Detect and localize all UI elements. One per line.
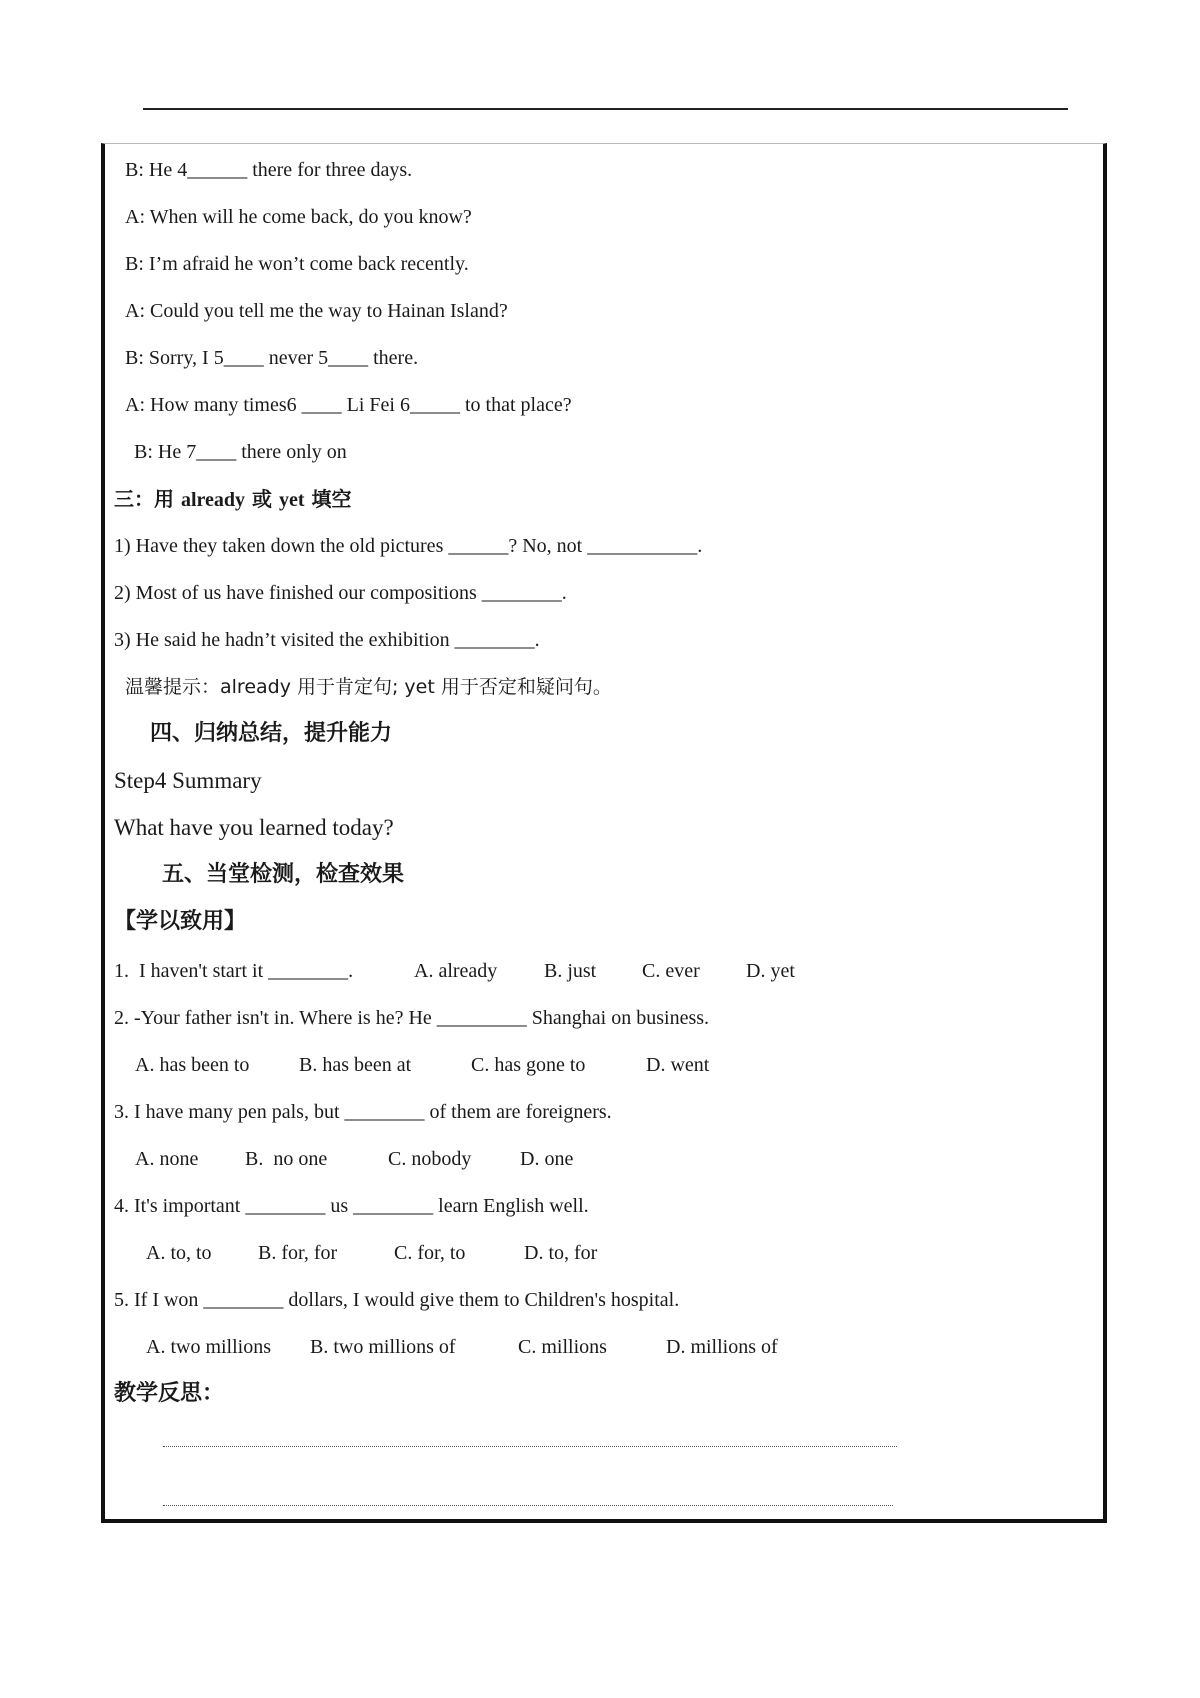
- section4-title: 四、归纳总结，提升能力: [150, 721, 393, 746]
- reflection-line: [163, 1446, 897, 1447]
- section3-title-word2: yet: [278, 489, 305, 511]
- section3-title: [114, 486, 352, 513]
- quiz-option: C. ever: [642, 960, 700, 982]
- exercise-item: 3) He said he hadn’t visited the exhibition ________.: [114, 629, 540, 651]
- quiz-option: B. has been at: [299, 1054, 412, 1076]
- quiz-stem: 1. I haven't start it ________.: [114, 960, 354, 982]
- section3-title-mid: 或: [245, 487, 279, 511]
- header-rule: [143, 108, 1068, 110]
- quiz-stem: 5. If I won ________ dollars, I would give them to Children's hospital.: [114, 1289, 680, 1311]
- quiz-option: D. millions of: [666, 1336, 778, 1358]
- reflection-line: [163, 1505, 893, 1506]
- quiz-option: C. for, to: [394, 1242, 466, 1264]
- quiz-option: B. just: [544, 960, 597, 982]
- summary-question: What have you learned today?: [114, 815, 394, 840]
- dialogue-line: B: Sorry, I 5____ never 5____ there.: [125, 347, 419, 369]
- dialogue-line: B: I’m afraid he won’t come back recently.: [125, 253, 469, 275]
- quiz-option: D. yet: [746, 960, 795, 982]
- dialogue-line: B: He 7____ there only on: [134, 441, 347, 463]
- section5-subtitle: 【学以致用】: [114, 909, 247, 934]
- quiz-option: B. for, for: [258, 1242, 338, 1264]
- dialogue-line: B: He 4______ there for three days.: [125, 159, 413, 181]
- quiz-option: A. has been to: [135, 1054, 250, 1076]
- exercise-item: 2) Most of us have finished our compositions ________.: [114, 582, 567, 604]
- quiz-stem: 3. I have many pen pals, but ________ of them are foreigners.: [114, 1101, 612, 1123]
- quiz-option: A. already: [414, 960, 498, 982]
- dialogue-line: A: Could you tell me the way to Hainan Island?: [125, 300, 508, 322]
- quiz-option: D. went: [646, 1054, 710, 1076]
- quiz-option: D. to, for: [524, 1242, 598, 1264]
- step-heading: Step4 Summary: [114, 768, 262, 793]
- quiz-option: D. one: [520, 1148, 574, 1170]
- quiz-option: B. two millions of: [310, 1336, 456, 1358]
- exercise-item: 1) Have they taken down the old pictures ______? No, not ___________.: [114, 535, 703, 557]
- quiz-option: B. no one: [245, 1148, 328, 1170]
- quiz-option: C. has gone to: [471, 1054, 586, 1076]
- quiz-option: A. none: [135, 1148, 199, 1170]
- tip-text: 温馨提示：already 用于肯定句; yet 用于否定和疑问句。: [125, 676, 612, 698]
- section3-title-suffix: 填空: [304, 487, 352, 511]
- reflection-title: 教学反思：: [114, 1381, 225, 1406]
- quiz-option: C. millions: [518, 1336, 607, 1358]
- dialogue-line: A: When will he come back, do you know?: [125, 206, 472, 228]
- quiz-stem: 4. It's important ________ us ________ learn English well.: [114, 1195, 589, 1217]
- section3-title-word1: already: [180, 489, 246, 511]
- section5-title: 五、当堂检测，检查效果: [162, 862, 405, 887]
- dialogue-line: A: How many times6 ____ Li Fei 6_____ to that place?: [125, 394, 572, 416]
- section3-title-prefix: 三：用: [114, 487, 181, 511]
- quiz-option: A. to, to: [146, 1242, 212, 1264]
- quiz-stem: 2. -Your father isn't in. Where is he? He _________ Shanghai on business.: [114, 1007, 710, 1029]
- quiz-option: A. two millions: [146, 1336, 272, 1358]
- quiz-option: C. nobody: [388, 1148, 472, 1170]
